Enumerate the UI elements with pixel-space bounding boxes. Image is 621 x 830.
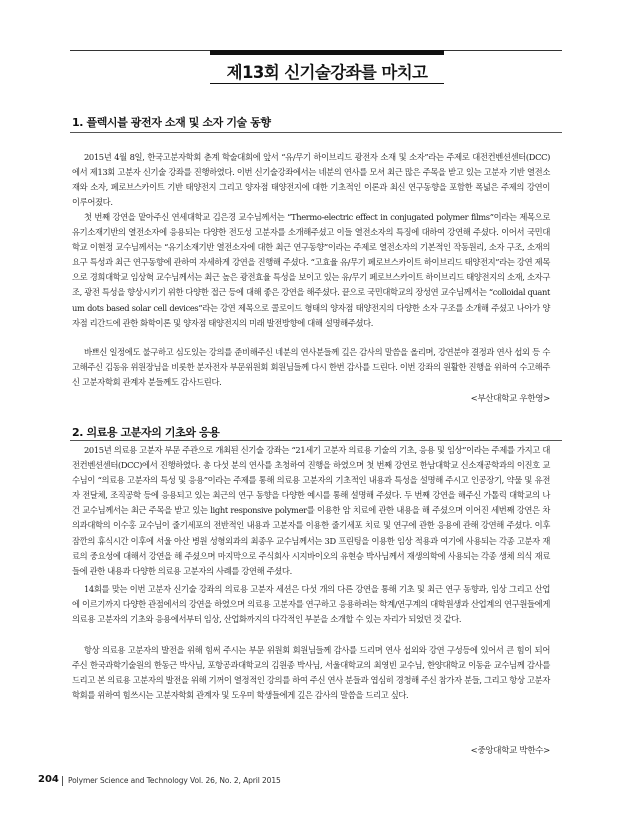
title-box xyxy=(210,50,444,84)
journal-citation: Polymer Science and Technology Vol. 26, No. 2, April 2015 xyxy=(68,776,281,785)
section1-paragraph-1: 2015년 4월 8일, 한국고분자학회 춘계 학술대회에 앞서 “유/무기 하이브리드 광전자 소재 및 소자”라는 주제로 대전컨벤션센터(DCC)에서 제13회 고분자 신기술 강좌를 진행하였다. 이번 신기술강좌에서는 네분의 연사를 모셔 최근 많은 주목을 받고 있는 고분자 기반 열전소재와 소자, 페로브스카이트 기반 태양전지 그리고 양자점 태양전지에 대한 기초적인 이론과 최신 연구동향을 포함한 폭넓은 주제의 강연이 이루어졌다. xyxy=(72,152,550,208)
section1-paragraph-2: 첫 번째 강연을 맡아주신 연세대학교 김은경 교수님께서는 “Thermo-electric effect in conjugated polymer films”이라는 제목으로 유기소재기반의 열전소자에 응용되는 다양한 전도성 고분자를 소개해주셨고 이들 열전소자의 특징에 대하여 강연해 주셨다. 이어서 국민대학교 이현정 교수님께서는 “유기소재기반 열전소자에 대한 최근 연구동향”이라는 주제로 열전소자의 기본적인 작동원리, 소자 구조, 소재의 요구 특성과 최근 연구동향에 관하여 자세하게 강연을 진행해 주셨다. “고효율 유/무기 페로브스카이트 하이브리드 태양전지”라는 강연 제목으로 경희대학교 임상혁 교수님께서는 최근 높은 광전효율 특성을 보이고 있는 유/무기 페로브스카이트 하이브리드 태양전지의 소재, 소자구조, 광전 특성을 향상시키기 위한 다양한 접근 등에 대해 좋은 강연을 해주셨다. 끝으로 국민대학교의 장성연 교수님께서는 “colloidal quantum dots based solar cell devices”라는 강연 제목으로 콜로이드 형태의 양자점 태양전지의 다양한 소자 구조를 소개해 주셨고 나아가 양자점 리간드에 관한 화학이론 및 양자점 태양전지의 미래 발전방향에 대해 설명해주셨다. xyxy=(72,212,550,328)
section2-paragraph-2: 14회를 맞는 이번 고분자 신기술 강좌의 의료용 고분자 세션은 다섯 개의 다른 강연을 통해 기초 및 최근 연구 동향과, 임상 그리고 산업에 이르기까지 다양한 관점에서의 강연을 하였으며 의료용 고분자를 연구하고 응용하려는 학계/연구계의 대학원생과 산업계의 연구원들에게 의료용 고분자의 기초와 응용에서부터 임상, 산업화까지의 다각적인 부분을 소개할 수 있는 자리가 되었던 것 같다. xyxy=(72,584,550,625)
section2-signature: <중앙대학교 박한수> xyxy=(470,746,550,756)
footer-divider xyxy=(62,776,63,786)
section-rule-1 xyxy=(70,132,562,133)
section2-paragraph-1: 2015년 의료용 고분자 부문 주관으로 개최된 신기술 강좌는 “21세기 고분자 의료용 기술의 기초, 응용 및 임상”이라는 주제를 가지고 대전컨벤션센터(DCC)에서 진행하였다. 총 다섯 분의 연사를 초청하여 진행을 하였으며 첫 번째 강연로 한남대학교 신소재공학과의 이진호 교수님이 “의료용 고분자의 특성 및 응용”이라는 주제를 통해 의료용 고분자의 기초적인 내용과 특성을 설명해 주시고 인공장기, 약물 및 유전자 전달체, 조직공학 등에 응용되고 있는 최근의 연구 동향을 다양한 예시를 통해 설명해 주셨다. 두 번째 강연을 해주신 가톨릭 대학교의 나 건 교수님께서는 최근 주목을 받고 있는 light responsive polymer를 이용한 암 치료에 관한 내용을 해 주셨으며 이어진 세번째 강연은 차의과대학의 이수홍 교수님이 줄기세포의 전반적인 내용과 고분자를 이용한 줄기세포 치료 및 연구에 관한 응용에 관해 강연해 주셨다. 이후 잠깐의 휴식시간 이후에 서울 아산 병원 성형외과의 최종우 교수님께서는 3D 프린팅을 이용한 임상 적용과 여기에 사용되는 각종 고분자 재료의 중요성에 대해서 강연을 해 주셨으며 마지막으로 주식회사 시지바이오의 유현승 박사님께서 재생의학에 사용되는 각종 생체 의식 재료들에 관한 내용과 다양한 의료용 고분자의 사례를 강연해 주셨다. xyxy=(72,445,550,576)
section-rule-2 xyxy=(70,440,562,441)
section-heading-1: 1. 플렉시블 광전자 소재 및 소자 기술 동향 xyxy=(72,116,271,129)
section1-signature: <부산대학교 우한영> xyxy=(470,394,550,404)
page-number: 204 xyxy=(38,774,59,785)
page-title: 제13회 신기술강좌를 마치고 xyxy=(226,63,428,82)
section1-paragraph-3: 바쁘신 일정에도 불구하고 심도있는 강의를 준비해주신 네분의 연사분들께 깊은 감사의 말씀을 올리며, 강연분야 결정과 연사 섭외 등 수고해주신 김동유 위원장님을 비롯한 분자전자 부문위원회 회원님들께 다시 한번 감사를 드린다. 이번 강좌의 원활한 진행을 위하여 수고해주신 고분자학회 관계자 분들께도 감사드린다. xyxy=(72,347,550,388)
section2-paragraph-3: 항상 의료용 고분자의 발전을 위해 힘써 주시는 부문 위원회 회원님들께 감사를 드리며 연사 섭외와 강연 구성등에 있어서 큰 힘이 되어 주신 한국과학기술원의 한동근 박사님, 포항공과대학교의 김원종 박사님, 서울대학교의 최영빈 교수님, 한양대학교 이동윤 교수님께 감사를 드리고 본 의료용 고분자의 발전을 위해 기꺼이 열정적인 강의를 하여 주신 연사 분들과 엽심히 경청해 주신 참가자 분들, 그리고 항상 고분자 학회를 위하여 힘쓰시는 고분자학회 관계자 및 도우미 학생들에게 깊은 감사의 말씀을 드리고 싶다. xyxy=(72,645,550,701)
section-heading-2: 2. 의료용 고분자의 기초와 응용 xyxy=(72,426,220,439)
